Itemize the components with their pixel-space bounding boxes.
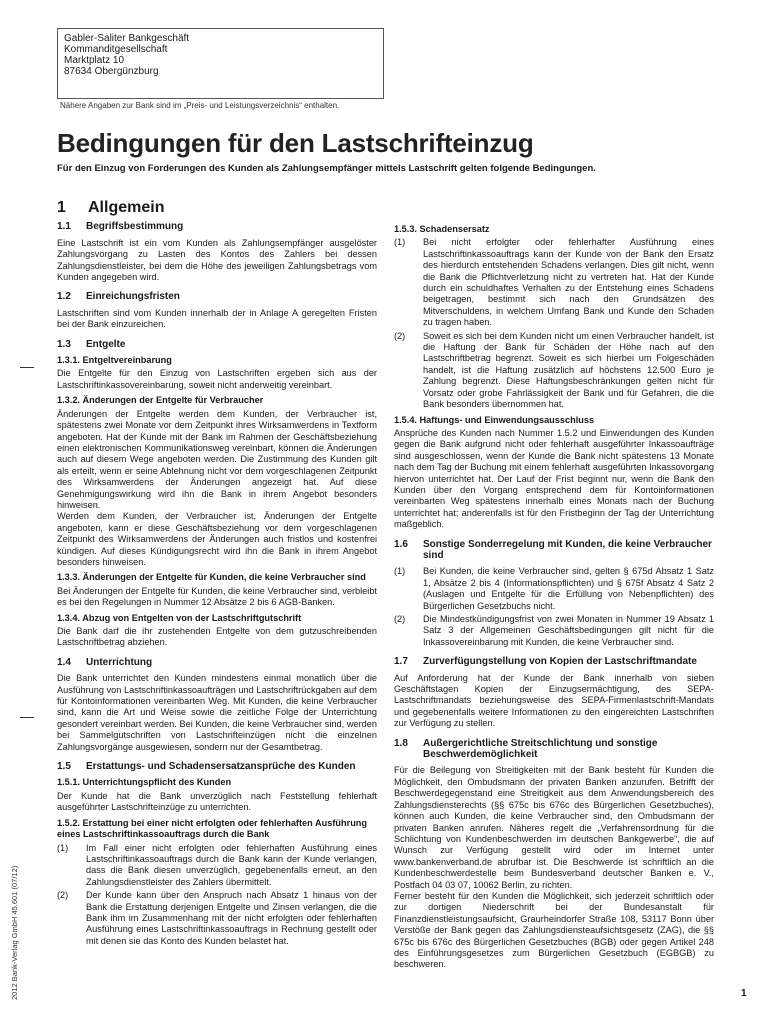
paragraph: Die Entgelte für den Einzug von Lastschriften ergeben sich aus der Lastschriftinkassovereinbarung, soweit nicht anderweitig vereinbart. bbox=[57, 368, 377, 390]
page-subtitle: Für den Einzug von Forderungen des Kunden als Zahlungsempfänger mittels Lastschrift gelten folgende Bedingungen. bbox=[57, 163, 596, 174]
section-number: 1.1 bbox=[57, 221, 71, 233]
list-text: Soweit es sich bei dem Kunden nicht um einen Verbraucher handelt, ist die Haftung der Bank für Schäden der Höhe nach auf den Lastschriftbetrag begrenzt. Soweit es sich hierbei um Folgeschäden handelt, ist die Haftung zusätzlich auf höchstens 12.500 Euro je Zahlung begrenzt. Diese Haftungsbeschränkungen gelten nicht für Vorsatz oder grobe Fahrlässigkeit der Bank und für Gefahren, die die Bank besonders übernommen hat. bbox=[423, 330, 714, 410]
section-number: 1.6 bbox=[394, 538, 408, 550]
paragraph: Lastschriften sind vom Kunden innerhalb der in Anlage A geregelten Fristen bei der Bank einzureichen. bbox=[57, 307, 377, 330]
section-number: 1.2 bbox=[57, 291, 71, 303]
paragraph: Die Bank darf die ihr zustehenden Entgelte von dem gutzuschreibenden Lastschriftbetrag abziehen. bbox=[57, 626, 377, 648]
list-item bbox=[394, 566, 714, 612]
list-item bbox=[57, 890, 377, 947]
list-text: Der Kunde kann über den Anspruch nach Absatz 1 hinaus von der Bank die Erstattung derjenigen Entgelte und Zinsen verlangen, die die Bank ihm im Zusammenhang mit der nicht erfolgten oder fehlerhaften Ausführung eines Lastschriftinkassoauftrags in Rechnung gestellt oder mit denen sie das Konto des Kunden belastet hat. bbox=[86, 890, 377, 946]
publisher-footer: 2012 Bank-Verlag GmbH 45.601 (07/12) bbox=[10, 865, 19, 1000]
list-marker: (1) bbox=[394, 237, 406, 248]
paragraph: Eine Lastschrift ist ein vom Kunden als Zahlungsempfänger ausgelöster Zahlungsvorgang zu Lasten des Kontos des Zahlers bei dessen Zahlungsdienstleister, bei dem die Höhe des jeweiligen Zahlungsbetrags vom Kunden angegeben wird. bbox=[57, 237, 377, 283]
list-text: Im Fall einer nicht erfolgten oder fehlerhaften Ausführung eines Lastschriftinkassoauftrags durch die Bank kann der Kunde verlangen, dass die Bank diesen unverzüglich, gegebenenfalls erneut, an den Zahlungsdienstleister des Zahlers übermittelt. bbox=[86, 842, 377, 887]
list-item bbox=[394, 614, 714, 648]
right-column bbox=[394, 224, 714, 974]
section-title: Einreichungsfristen bbox=[86, 291, 180, 303]
section-title: Allgemein bbox=[88, 199, 165, 216]
list-marker: (2) bbox=[57, 890, 69, 901]
paragraph: Ansprüche des Kunden nach Nummer 1.5.2 und Einwendungen des Kunden gegen die Bank aufgrund nicht oder fehlerhaft ausgeführter Inkassoaufträge sind ausgeschlossen, wenn der Kunde die Bank nicht spätestens 13 Monate nach dem Tag der Buchung mit einem fehlerhaft ausgeführten Inkassovorgang hiervon unterrichtet hat. Der Lauf der Frist beginnt nur, wenn die Bank den Kunden über den Vorgang entsprechend dem für Kontoinformationen vereinbarten Weg spätestens innerhalb eines Monats nach der Buchung unterrichtet hat; anderenfalls ist für den Fristbeginn der Tag der Unterrichtung maßgeblich. bbox=[394, 427, 714, 530]
list-item bbox=[394, 331, 714, 411]
section-1-heading bbox=[57, 199, 377, 216]
bank-note: Nähere Angaben zur Bank sind im „Preis- und Leistungsverzeichnis“ enthalten. bbox=[60, 101, 340, 110]
section-1-1-heading bbox=[57, 221, 377, 232]
subsection-heading: 1.5.1. Unterrichtungspflicht des Kunden bbox=[57, 777, 232, 788]
subsection-heading: 1.5.3. Schadensersatz bbox=[394, 224, 490, 234]
section-number: 1.8 bbox=[394, 737, 408, 749]
left-column bbox=[57, 199, 377, 949]
page-title: Bedingungen für den Lastschrifteinzug bbox=[57, 128, 534, 158]
list-item bbox=[57, 843, 377, 889]
section-title: Entgelte bbox=[86, 338, 126, 350]
paragraph: Änderungen der Entgelte werden dem Kunden, der Verbraucher ist, spätestens zwei Monate vor dem Zeitpunkt ihres Wirksamwerdens in Textform angeboten. Hat der Kunde mit der Bank im Rahmen der Geschäftsbeziehung einen elektronischen Kommunikationsweg vereinbart, können die Änderungen auch auf diesem Wege angeboten werden. Die Zustimmung des Kunden gilt als erteilt, wenn er seine Ablehnung nicht vor dem vorgeschlagenen Zeitpunkt des Wirksamwerdens der Änderungen angezeigt hat. Auf diese Genehmigungswirkung wird ihn die Bank in ihrem Angebot besonders hinweisen. bbox=[57, 408, 377, 510]
list-text: Die Mindestkündigungsfrist von zwei Monaten in Nummer 19 Absatz 1 Satz 3 der Allgemeinen Geschäftsbedingungen gilt nicht für die Inkassovereinbarung mit Kunden, die keine Verbraucher sind. bbox=[423, 614, 714, 647]
section-title: Unterrichtung bbox=[86, 656, 153, 668]
subsection-heading: 1.3.4. Abzug von Entgelten von der Lastschriftgutschrift bbox=[57, 612, 302, 623]
paragraph: Der Kunde hat die Bank unverzüglich nach Feststellung fehlerhaft ausgeführter Lastschrifteinzüge zu unterrichten. bbox=[57, 790, 377, 813]
section-title: Erstattungs- und Schadensersatzansprüche des Kunden bbox=[86, 761, 356, 773]
paragraph: Auf Anforderung hat der Kunde der Bank innerhalb von sieben Geschäftstagen Kopien der Einzugsermächtigung, des SEPA-Lastschriftmandats beziehungsweise des SEPA-Firmenlastschrift-Mandats und gegebenenfalls weitere Informationen zu den eingereichten Lastschriften zur Verfügung zu stellen. bbox=[394, 672, 714, 729]
subsection-heading: 1.5.4. Haftungs- und Einwendungsausschluss bbox=[394, 414, 595, 425]
section-1-8-heading bbox=[394, 738, 714, 761]
list-marker: (1) bbox=[57, 842, 69, 853]
list-marker: (2) bbox=[394, 614, 406, 624]
section-1-4-heading bbox=[57, 657, 377, 668]
section-1-6-heading bbox=[394, 539, 714, 562]
paragraph: Bei Änderungen der Entgelte für Kunden, die keine Verbraucher sind, verbleibt es bei den Regelungen in Nummer 12 Absätze 2 bis 6 AGB-Banken. bbox=[57, 585, 377, 608]
section-1-7-heading bbox=[394, 656, 714, 667]
list-text: Bei nicht erfolgter oder fehlerhafter Ausführung eines Lastschriftinkassoauftrags kann der Kunde von der Bank den Ersatz des hierdurch entstehenden Schadens verlangen. Dies gilt nicht, wenn die Bank die Pflichtverletzung nicht zu vertreten hat. Hat der Kunde durch ein schuldhaftes Verhalten zu der Entstehung eines Schadens beigetragen, bestimmt sich nach den Grundsätzen des Mitverschuldens, in welchem Umfang Bank und Kunde den Schaden zu tragen haben. bbox=[423, 237, 714, 328]
section-number: 1.7 bbox=[394, 656, 408, 668]
list-marker: (1) bbox=[394, 566, 406, 577]
bank-name: Gabler-Saliter Bankgeschäft bbox=[64, 33, 190, 44]
list-text: Bei Kunden, die keine Verbraucher sind, gelten § 675d Absatz 1 Satz 1, Absätze 2 bis 4 (Informationspflichten) und § 675f Absatz 4 Satz 2 (Auslagen und Entgelte für die Erfüllung von Nebenpflichten) des Bürgerlichen Gesetzbuchs nicht. bbox=[423, 566, 714, 611]
section-title: Außergerichtliche Streitschlichtung und sonstige Beschwerdemöglichkeit bbox=[423, 737, 658, 761]
fold-mark bbox=[20, 717, 34, 718]
paragraph: Die Bank unterrichtet den Kunden mindestens einmal monatlich über die Ausführung von Lastschriftinkassoaufträgen und Lastschriftrückgaben auf dem für Kontoinformationen vereinbarten Weg. Mit Kunden, die keine Verbraucher sind, kann die Art und Weise sowie die zeitliche Folge der Unterrichtung gesondert vereinbart werden. Bei Kunden, die keine Verbraucher sind, werden bei Sammelgutschriften von Lastschrifteinzügen nicht die einzelnen Zahlungsvorgänge ausgewiesen, sondern nur der Gesamtbetrag. bbox=[57, 673, 377, 752]
section-1-5-heading bbox=[57, 761, 377, 772]
section-1-2-heading bbox=[57, 291, 377, 302]
section-number: 1 bbox=[57, 199, 66, 216]
section-number: 1.4 bbox=[57, 656, 71, 668]
paragraph: Werden dem Kunden, der Verbraucher ist, Änderungen der Entgelte angeboten, kann er diese Geschäftsbeziehung vor dem vorgeschlagenen Zeitpunkt des Wirksamwerdens der Änderungen auch fristlos und kostenfrei kündigen. Auf dieses Kündigungsrecht wird ihn die Bank in ihrem Angebot besonders hinweisen. bbox=[57, 511, 377, 567]
section-title: Zurverfügungstellung von Kopien der Lastschriftmandate bbox=[423, 656, 697, 668]
section-number: 1.5 bbox=[57, 761, 71, 773]
section-1-3-heading bbox=[57, 339, 377, 350]
section-title: Begriffsbestimmung bbox=[86, 221, 184, 233]
subsection-heading: 1.3.1. Entgeltvereinbarung bbox=[57, 355, 172, 366]
section-title: Sonstige Sonderregelung mit Kunden, die keine Verbraucher sind bbox=[423, 538, 712, 561]
bank-address-box bbox=[57, 28, 384, 99]
bank-legal-form: Kommanditgesellschaft bbox=[64, 44, 168, 55]
paragraph: Für die Beilegung von Streitigkeiten mit der Bank besteht für Kunden die Möglichkeit, den Ombudsmann der privaten Banken anzurufen. Betrifft der Beschwerdegegenstand eine Streitigkeit aus dem Anwendungsbereich des Zahlungsdiensterechts (§§ 675c bis 676c des Bürgerlichen Gesetzbuches), können auch Kunden, die keine Verbraucher sind, den Ombudsmann der privaten Banken anrufen. Näheres regelt die „Verfahrensordnung für die Schlichtung von Kundenbeschwerden im deutschen Bankgewerbe“, die auf Wunsch zur Verfügung gestellt wird oder im Internet unter www.bankenverband.de abrufbar ist. Die Beschwerde ist schriftlich an die Kundenbeschwerdestelle beim Bundesverband deutscher Banken e. V., Postfach 04 03 07, 10062 Berlin, zu richten. bbox=[394, 765, 714, 890]
page-number: 1 bbox=[741, 988, 747, 999]
fold-mark bbox=[20, 367, 34, 368]
subsection-heading: 1.5.2. Erstattung bei einer nicht erfolgten oder fehlerhaften Ausführung eines Lastschriftinkassoauftrags durch die Bank bbox=[57, 817, 368, 840]
bank-city: 87634 Obergünzburg bbox=[64, 66, 159, 77]
subsection-heading: 1.3.3. Änderungen der Entgelte für Kunden, die keine Verbraucher sind bbox=[57, 572, 366, 583]
bank-street: Marktplatz 10 bbox=[64, 55, 125, 66]
list-marker: (2) bbox=[394, 330, 406, 341]
subsection-heading: 1.3.2. Änderungen der Entgelte für Verbraucher bbox=[57, 395, 264, 406]
paragraph: Ferner besteht für den Kunden die Möglichkeit, sich jederzeit schriftlich oder zur dortigen Niederschrift bei der Bundesanstalt für Finanzdienstleistungsaufsicht, Graurheindorfer Straße 108, 53117 Bonn über Verstöße der Bank gegen das Zahlungsdiensteaufsichtsgesetz (ZAG), die §§ 675c bis 676c des Bürgerlichen Gesetzbuches (BGB) oder gegen Artikel 248 des Einführungsgesetzes zum Bürgerlichen Gesetzbuch (EGBGB) zu beschweren. bbox=[394, 890, 714, 970]
section-number: 1.3 bbox=[57, 338, 71, 350]
list-item bbox=[394, 237, 714, 328]
